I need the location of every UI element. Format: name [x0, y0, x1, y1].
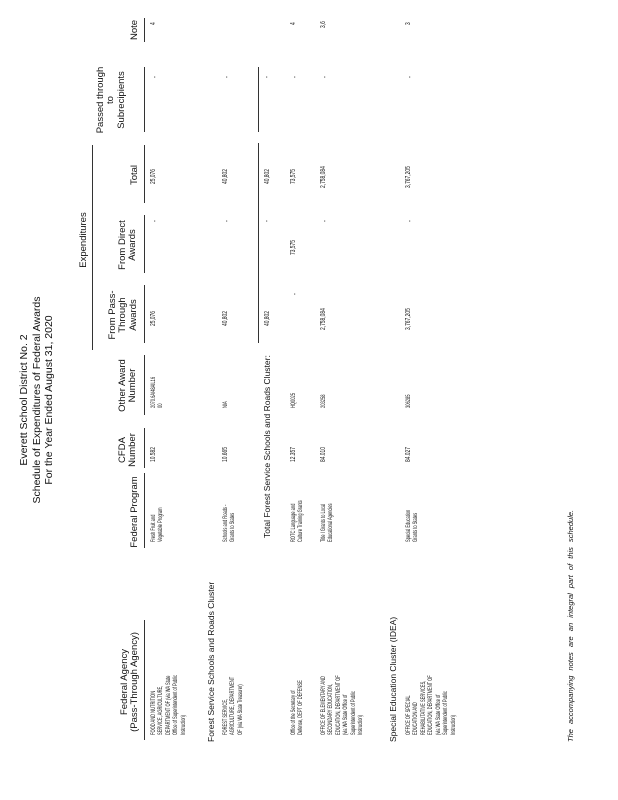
row4-agency-l3: EDUCATION, DEPARTMENT OF	[334, 675, 342, 735]
header-cfda-line2: Number	[127, 433, 139, 467]
row1-other-l2: 00	[157, 403, 165, 408]
row5-agency	[405, 675, 457, 735]
rule-total	[144, 145, 145, 203]
forest-total-rule	[258, 143, 259, 343]
row4-program	[320, 503, 335, 542]
header-sub-line1: Passed through	[95, 66, 106, 134]
row2-sub: -	[222, 76, 231, 78]
rule-direct	[144, 215, 145, 273]
row1-other-l1: 2070.6A/48AIL16	[150, 376, 157, 408]
row4-program-l1: Title I Grants to Local	[320, 503, 327, 542]
row1-program-l1: Fresh Fruit and	[150, 514, 157, 542]
row4-agency-l2: SECONDARY EDUCATION,	[327, 683, 335, 735]
row2-program-l2: Grants to States	[229, 512, 237, 542]
expenditures-header: Expenditures	[78, 212, 89, 268]
title-block	[18, 250, 56, 550]
header-direct-line1: From Direct	[117, 220, 128, 270]
row3-program-l2: Culture Training Grants	[297, 500, 305, 542]
row3-agency-l1: Office of the Secretary of	[290, 690, 297, 735]
header-subrecipients	[96, 65, 127, 135]
row2-agency	[222, 677, 244, 735]
row1-agency-l4: Office of Superintendent of Public	[172, 675, 180, 735]
rule-pass	[144, 285, 145, 343]
header-agency	[120, 622, 141, 742]
expenditures-rule	[92, 145, 93, 350]
row1-note: 4	[150, 22, 157, 25]
row5-direct: -	[405, 220, 414, 222]
row4-other	[320, 395, 327, 408]
header-sub-line3: Subrecipients	[115, 71, 127, 129]
row5-agency-l7: Instruction)	[449, 715, 457, 735]
row3-cfda: 12.357	[290, 447, 297, 462]
title-line-1: Everett School District No. 2	[18, 334, 30, 466]
row1-agency-l5: Instruction)	[179, 715, 187, 735]
row1-agency-l3: DEPARTMENT OF (via WA State	[164, 675, 172, 735]
row1-agency	[150, 675, 187, 735]
section-forest: Forest Service Schools and Roads Cluster	[206, 581, 216, 742]
forest-total-sub: -	[262, 76, 271, 78]
rule-note	[144, 18, 145, 42]
row2-other-l1: N/A	[222, 401, 229, 408]
row3-note: 4	[290, 22, 297, 25]
header-pass-line1: From Pass-	[107, 290, 118, 340]
header-cfda	[118, 425, 139, 475]
header-note: Note	[129, 19, 140, 41]
footer-note: The accompanying notes are an integral part of this schedule.	[566, 509, 575, 742]
row4-pass: 2,758,084	[320, 308, 327, 330]
row3-other	[290, 393, 297, 408]
row5-agency-l6: Superintendent of Public	[442, 691, 450, 735]
row4-agency-l6: Instruction)	[357, 715, 365, 735]
header-agency-line1: Federal Agency	[119, 649, 130, 716]
row2-cfda: 10.665	[222, 447, 229, 462]
row1-program-l2: Vegetable Program	[157, 507, 165, 542]
rule-subrecipients	[144, 67, 145, 132]
row5-agency-l5: (via WA State Office of	[434, 694, 442, 735]
row5-other	[405, 395, 412, 408]
row2-other	[222, 401, 229, 408]
row4-program-l2: Educational Agencies	[327, 503, 335, 542]
row5-program-l1: Special Education	[405, 509, 412, 542]
row1-agency-l2: SERVICE, AGRICULTURE,	[157, 685, 165, 735]
row5-agency-l1: OFFICE OF SPECIAL	[405, 695, 412, 735]
header-pass-line2: Through	[117, 297, 129, 333]
header-pass	[108, 285, 139, 345]
row3-total: 73,575	[290, 169, 297, 184]
row3-sub: -	[290, 76, 299, 78]
row4-agency-l5: Superintendent of Public	[349, 691, 357, 735]
row4-agency	[320, 675, 365, 735]
header-direct-line2: Awards	[127, 229, 139, 261]
row1-other	[150, 377, 165, 408]
row5-agency-l2: EDUCATION AND	[412, 702, 420, 735]
row3-program	[290, 500, 305, 542]
row1-sub: -	[150, 76, 159, 78]
row4-sub: -	[320, 76, 329, 78]
row1-total: 25,076	[150, 169, 157, 184]
rule-agency	[144, 620, 145, 740]
forest-total-total: 40,802	[264, 169, 271, 184]
row5-agency-l4: EDUCATION, DEPARTMENT OF	[427, 675, 435, 735]
header-pass-line3: Awards	[127, 299, 139, 331]
row3-other-l1: HQ0025	[290, 392, 297, 408]
row4-direct: -	[320, 220, 329, 222]
rule-cfda	[144, 428, 145, 468]
row5-program-l2: Grants to States	[412, 512, 420, 542]
row3-direct: 73,575	[290, 240, 297, 255]
row4-cfda: 84.010	[320, 447, 327, 462]
row2-program	[222, 505, 237, 542]
row2-direct: -	[222, 220, 231, 222]
rule-program	[144, 473, 145, 548]
row2-agency-l1: FOREST SERVICE,	[222, 698, 229, 735]
header-sub-line2: to	[105, 96, 117, 104]
row5-agency-l3: REHABILITATIVE SERVICES,	[419, 680, 427, 735]
header-other-line1: Other Award	[117, 359, 128, 412]
row3-program-l1: ROTC Language and	[290, 503, 297, 542]
row4-note: 3,6	[320, 21, 327, 28]
row4-total: 2,758,084	[320, 166, 327, 188]
row1-pass: 25,076	[150, 311, 157, 326]
row3-agency-l2: Defense, DEPT OF DEFENSE	[297, 680, 305, 735]
row4-agency-l1: OFFICE OF ELEMENTARY AND	[320, 676, 327, 735]
row5-cfda: 84.027	[405, 447, 412, 462]
header-other	[118, 353, 139, 418]
row1-cfda: 10.582	[150, 447, 157, 462]
header-agency-line2: (Pass-Through Agency)	[129, 632, 141, 732]
header-program: Federal Program	[129, 476, 140, 548]
row2-program-l1: Schools and Roads -	[222, 504, 229, 542]
row1-program	[150, 507, 165, 542]
forest-total-rule-sub	[258, 67, 259, 132]
row4-other-l1: 203258	[320, 394, 327, 408]
rule-other	[144, 355, 145, 415]
row2-agency-l3: OF (via WA State Treasurer)	[236, 684, 244, 735]
row2-total: 40,802	[222, 169, 229, 184]
row1-agency-l1: FOOD AND NUTRITION	[150, 690, 157, 735]
row5-total: 3,767,205	[405, 166, 412, 188]
title-line-3: For the Year Ended August 31, 2020	[43, 315, 56, 485]
forest-total-label: Total Forest Service Schools and Roads Cluster:	[262, 355, 272, 538]
row2-agency-l2: AGRICULTURE, DEPARTMENT	[229, 676, 237, 735]
row5-other-l1: 306285	[405, 394, 412, 408]
header-direct	[118, 215, 139, 275]
row3-agency	[290, 680, 305, 735]
row1-direct: -	[150, 220, 159, 222]
section-sped: Special Education Cluster (IDEA)	[388, 616, 398, 742]
row2-pass: 40,802	[222, 311, 229, 326]
row5-sub: -	[405, 76, 414, 78]
forest-total-pass: 40,802	[264, 311, 271, 326]
row5-pass: 3,767,205	[405, 308, 412, 330]
title-line-2: Schedule of Expenditures of Federal Awards	[30, 296, 43, 504]
row4-agency-l4: (via WA State Office of	[342, 694, 350, 735]
row3-pass: -	[290, 293, 299, 295]
header-other-line2: Number	[127, 368, 139, 403]
forest-total-direct: -	[262, 220, 271, 222]
row5-program	[405, 510, 420, 542]
row5-note: 3	[405, 22, 412, 25]
header-total: Total	[129, 164, 140, 186]
header-cfda-line1: CFDA	[117, 437, 128, 463]
